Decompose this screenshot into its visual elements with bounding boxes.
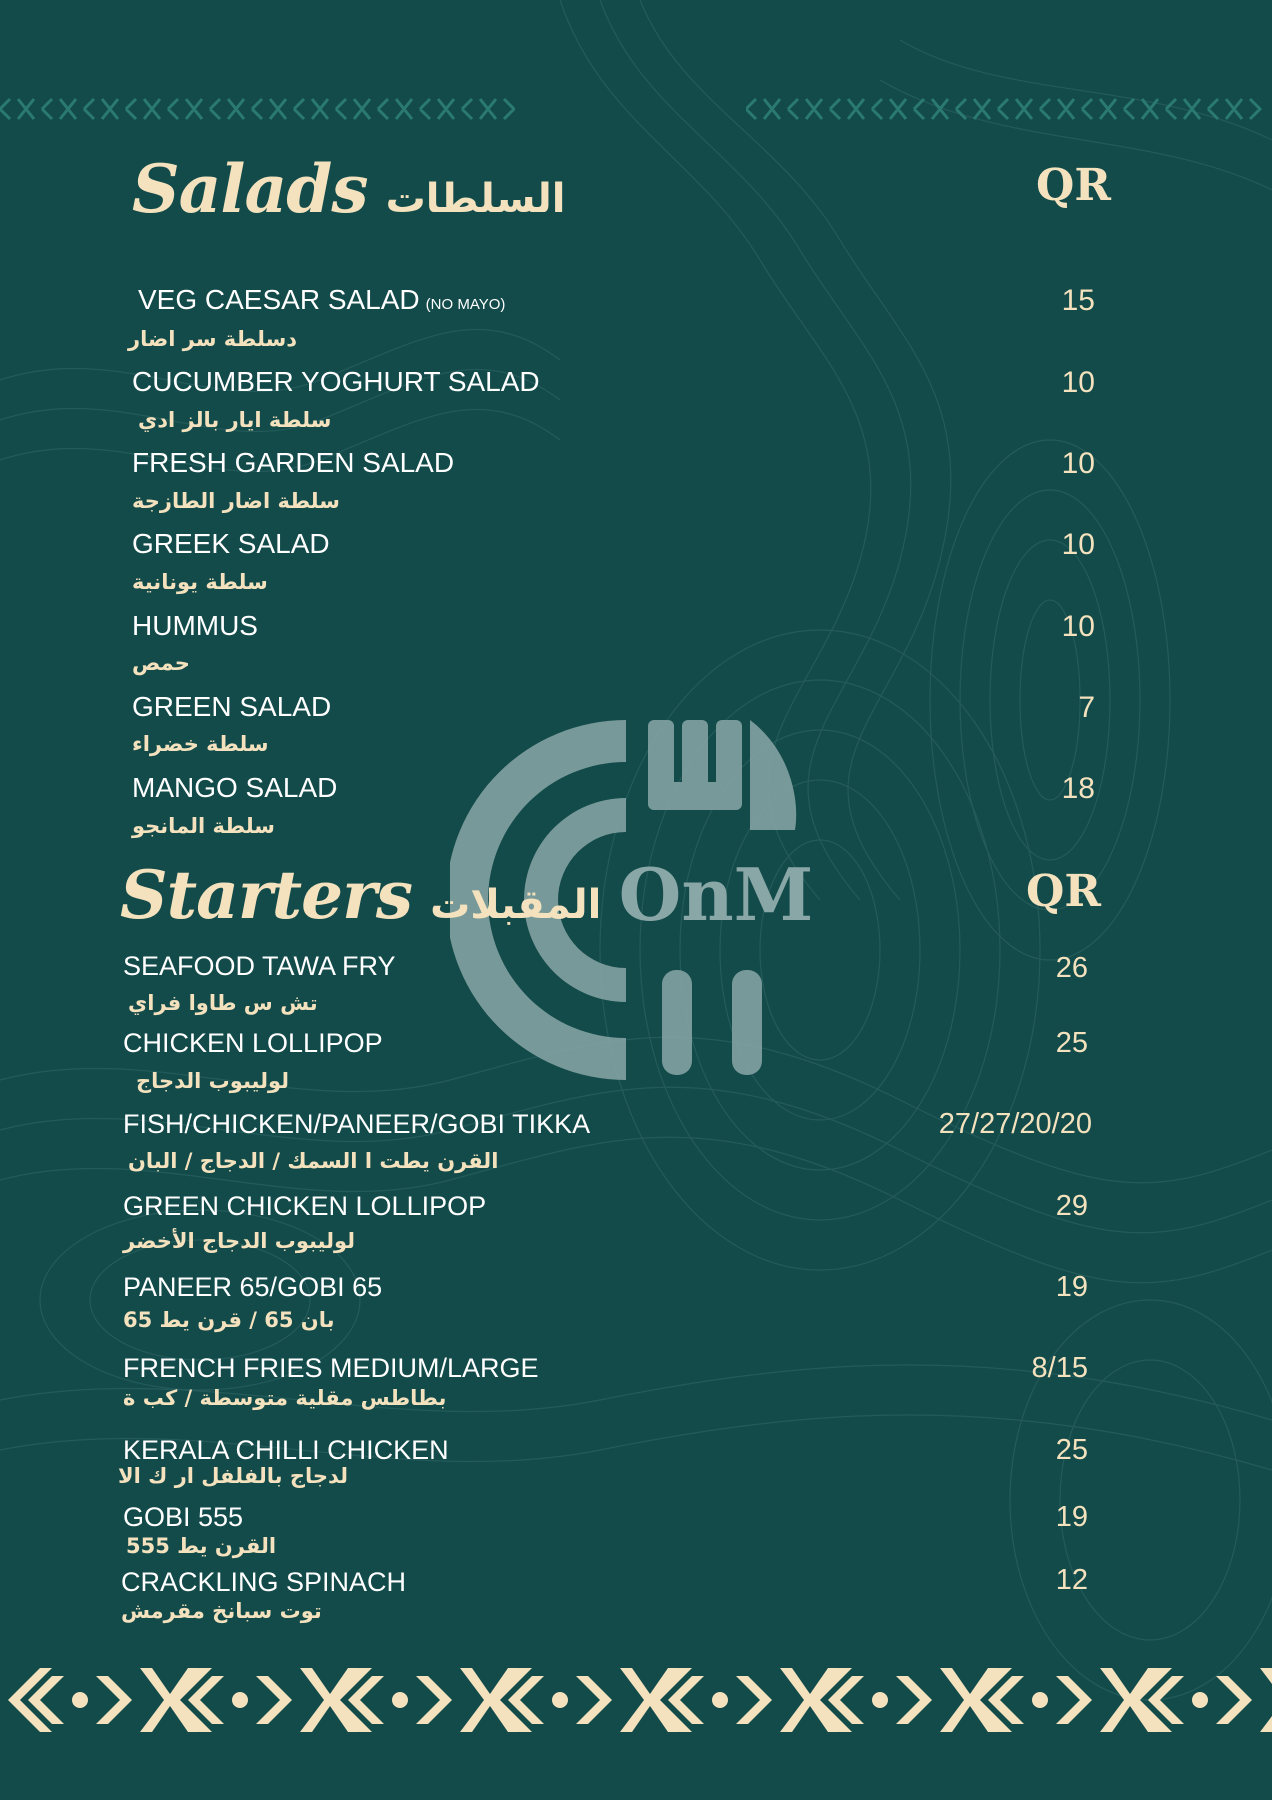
item-price: 19: [1055, 1501, 1088, 1533]
item-name-ar: لوليبوب الدجاج: [136, 1069, 290, 1093]
item-name: PANEER 65/GOBI 65: [123, 1272, 383, 1302]
salads-currency: QR: [1036, 160, 1111, 211]
item-name: KERALA CHILLI CHICKEN: [123, 1435, 449, 1465]
item-name-ar: سلطة اضار الطازجة: [132, 489, 340, 513]
item-price: 10: [1061, 528, 1095, 561]
item-name: VEG CAESAR SALAD: [138, 284, 420, 315]
salads-title-ar: السلطات: [385, 176, 566, 222]
item-name: CRACKLING SPINACH: [121, 1567, 407, 1597]
item-price: 15: [1061, 284, 1095, 317]
item-price: 10: [1061, 447, 1095, 480]
item-name-ar: سلطة يونانية: [132, 570, 268, 594]
item-name: GREEN SALAD: [132, 691, 332, 722]
item-name-ar: سلطة خضراء: [132, 732, 269, 756]
starters-title-en: Starters: [120, 856, 413, 934]
item-name: GREEK SALAD: [132, 528, 330, 559]
item-name: GREEN CHICKEN LOLLIPOP: [123, 1191, 487, 1221]
item-price: 8/15: [1031, 1352, 1088, 1384]
item-name: FRESH GARDEN SALAD: [132, 447, 455, 478]
item-name-ar: توت سبانخ مقرمش: [121, 1599, 322, 1623]
item-price: 18: [1061, 772, 1095, 805]
item-price: 10: [1061, 610, 1095, 643]
item-name-ar: بطاطس مقلية متوسطة / كب ة: [123, 1386, 447, 1410]
item-price: 7: [1078, 691, 1095, 724]
item-name: HUMMUS: [132, 610, 258, 641]
item-name: CHICKEN LOLLIPOP: [123, 1028, 383, 1058]
item-name: CUCUMBER YOGHURT SALAD: [132, 366, 540, 397]
salads-title: [132, 150, 566, 228]
top-pattern-band-right: [746, 96, 1272, 122]
item-price: 29: [1055, 1190, 1088, 1222]
item-name-ar: 65 بان 65 / قرن يط: [123, 1308, 335, 1332]
item-price: 27/27/20/20: [938, 1108, 1092, 1140]
item-price: 25: [1055, 1434, 1088, 1466]
item-note: (NO MAYO): [425, 296, 506, 313]
item-price: 25: [1055, 1027, 1088, 1059]
item-price: 10: [1061, 366, 1095, 399]
item-name: MANGO SALAD: [132, 772, 338, 803]
item-price: 26: [1055, 952, 1088, 984]
starters-title: [120, 856, 601, 934]
salads-title-en: Salads: [132, 150, 368, 228]
item-name-ar: 555 القرن يط: [126, 1534, 277, 1558]
item-name: FISH/CHICKEN/PANEER/GOBI TIKKA: [123, 1109, 591, 1139]
logo-text: OnM: [618, 852, 814, 937]
item-name: FRENCH FRIES MEDIUM/LARGE: [123, 1353, 539, 1383]
item-price: 19: [1055, 1271, 1088, 1303]
item-name-ar: لدجاج بالفلفل ار ك الا: [118, 1464, 348, 1488]
starters-currency: QR: [1026, 866, 1101, 917]
item-name-ar: دسلطة سر اضار: [128, 327, 297, 351]
starters-title-ar: المقبلات: [430, 882, 602, 928]
item-name-ar: حمص: [132, 651, 190, 675]
top-pattern-band-left: [0, 96, 515, 122]
item-name-ar: تش س طاوا فراي: [128, 991, 318, 1015]
bottom-pattern-band: [0, 1650, 1272, 1750]
item-name-ar: لوليبوب الدجاج الأخضر: [123, 1229, 356, 1253]
item-name: GOBI 555: [123, 1502, 244, 1532]
item-price: 12: [1055, 1564, 1088, 1596]
item-name-ar: سلطة ايار بالز ادي: [138, 408, 332, 432]
item-name: SEAFOOD TAWA FRY: [123, 951, 396, 981]
item-name-ar: سلطة المانجو: [132, 814, 275, 838]
item-name-ar: القرن يطت ا السمك / الدجاج / البان: [128, 1149, 499, 1173]
